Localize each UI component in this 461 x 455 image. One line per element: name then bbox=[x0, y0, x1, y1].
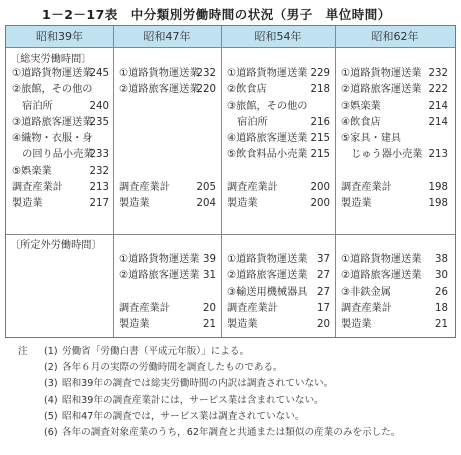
table-row bbox=[341, 285, 448, 301]
industry-name: 製造業 bbox=[12, 198, 43, 210]
footnote-number: (5) bbox=[44, 410, 58, 422]
table-row bbox=[12, 131, 109, 147]
hours-value: 26 bbox=[435, 286, 448, 298]
hours-value: 235 bbox=[89, 116, 109, 128]
table-row bbox=[227, 268, 330, 284]
industry-name: ①道路貨物運送業 bbox=[119, 254, 200, 265]
table-row bbox=[119, 196, 216, 212]
table-row bbox=[119, 131, 216, 147]
labor-hours-table bbox=[5, 25, 456, 338]
hours-value: 215 bbox=[310, 149, 330, 161]
industry-name: ④飲食店 bbox=[341, 116, 381, 128]
industry-name: ③道路旅客運送業 bbox=[12, 116, 93, 128]
hours-value: 218 bbox=[310, 84, 330, 96]
total-s54-column bbox=[227, 66, 330, 213]
industry-name: ②道路旅客運送業 bbox=[227, 270, 308, 282]
table-row bbox=[227, 82, 330, 98]
hours-value: 215 bbox=[310, 133, 330, 145]
hours-value: 200 bbox=[310, 182, 330, 194]
table-title: 1－2－17表 中分類別労働時間の状況（男子 単位時間） bbox=[42, 7, 391, 22]
table-row bbox=[341, 99, 448, 115]
industry-name: 製造業 bbox=[227, 319, 258, 331]
header-s39: 昭和39年 bbox=[6, 26, 113, 48]
non-scheduled-s54-column bbox=[227, 252, 330, 333]
hours-value: 245 bbox=[89, 68, 109, 79]
table-row bbox=[227, 252, 330, 268]
header-s62: 昭和62年 bbox=[335, 26, 455, 48]
total-s47-column bbox=[119, 66, 216, 213]
hours-value: 37 bbox=[317, 254, 330, 265]
table-row bbox=[227, 301, 330, 317]
table-row bbox=[227, 131, 330, 147]
hours-value: 31 bbox=[203, 270, 216, 282]
footnote-number: (4) bbox=[44, 394, 58, 406]
header-s47: 昭和47年 bbox=[113, 26, 221, 48]
hours-value: 30 bbox=[435, 270, 448, 282]
section-divider bbox=[6, 234, 455, 235]
table-row bbox=[341, 115, 448, 131]
footnote-number: (2) bbox=[44, 362, 58, 374]
hours-value: 213 bbox=[428, 149, 448, 161]
hours-value: 39 bbox=[203, 254, 216, 265]
hours-value: 233 bbox=[89, 149, 109, 161]
industry-name: ②道路旅客運送業 bbox=[341, 84, 422, 96]
industry-name: 製造業 bbox=[227, 198, 258, 210]
hours-value: 217 bbox=[89, 198, 109, 210]
hours-value: 214 bbox=[428, 100, 448, 112]
industry-name: ①道路貨物運送業 bbox=[119, 68, 200, 79]
table-row bbox=[341, 268, 448, 284]
industry-name: 宿泊所 bbox=[227, 116, 268, 128]
table-row bbox=[119, 82, 216, 98]
industry-name: 調査産業計 bbox=[341, 182, 392, 194]
industry-name: ③輸送用機械器具 bbox=[227, 286, 308, 298]
table-row bbox=[341, 131, 448, 147]
hours-value: 200 bbox=[310, 198, 330, 210]
table-row bbox=[12, 115, 109, 131]
table-row bbox=[341, 196, 448, 212]
hours-value: 198 bbox=[428, 198, 448, 210]
footnote-number: (3) bbox=[44, 378, 58, 390]
table-row bbox=[119, 301, 216, 317]
table-row bbox=[12, 180, 109, 196]
industry-name: ⑤飲食料品小売業 bbox=[227, 149, 308, 161]
table-row bbox=[227, 196, 330, 212]
table-row bbox=[12, 66, 109, 82]
footnote bbox=[18, 425, 458, 441]
hours-value: 20 bbox=[203, 302, 216, 314]
total-s39-column bbox=[12, 66, 109, 213]
industry-name: ⑤娯楽業 bbox=[12, 165, 52, 177]
table-row bbox=[227, 147, 330, 163]
table-row bbox=[119, 115, 216, 131]
non-scheduled-s47-column bbox=[119, 252, 216, 333]
table-row bbox=[341, 164, 448, 180]
footnote bbox=[18, 393, 458, 409]
table-row bbox=[227, 285, 330, 301]
hours-value: 204 bbox=[196, 198, 216, 210]
non-scheduled-s62-column bbox=[341, 252, 448, 333]
table-row bbox=[119, 317, 216, 333]
table-row bbox=[341, 147, 448, 163]
industry-name: 宿泊所 bbox=[12, 100, 53, 112]
column-divider bbox=[221, 26, 222, 337]
industry-name: 調査産業計 bbox=[341, 302, 392, 314]
industry-name: ②道路旅客運送業 bbox=[119, 84, 200, 96]
hours-value: 27 bbox=[317, 270, 330, 282]
footnote-text: 昭和39年の調査産業計には，サービス業は含まれていない。 bbox=[62, 394, 324, 406]
industry-name: ③娯楽業 bbox=[341, 100, 381, 112]
table-row bbox=[119, 268, 216, 284]
footnote-number: (1) bbox=[44, 346, 58, 357]
table-row bbox=[227, 164, 330, 180]
hours-value: 20 bbox=[317, 319, 330, 331]
table-row bbox=[227, 115, 330, 131]
industry-name: 製造業 bbox=[119, 198, 150, 210]
industry-name: ③旅館，その他の bbox=[227, 100, 308, 112]
footnote-text: 各年の調査対象産業のうち，62年調査と共通または類似の産業のみを示した。 bbox=[62, 426, 401, 438]
industry-name: 調査産業計 bbox=[227, 182, 278, 194]
industry-name: ②旅館，その他の bbox=[12, 84, 93, 96]
table-row bbox=[119, 99, 216, 115]
table-row bbox=[227, 317, 330, 333]
table-row bbox=[341, 66, 448, 82]
industry-name: 製造業 bbox=[341, 319, 372, 331]
table-row bbox=[341, 82, 448, 98]
hours-value: 232 bbox=[428, 68, 448, 79]
table-row bbox=[227, 99, 330, 115]
footnote bbox=[18, 344, 458, 360]
industry-name: 調査産業計 bbox=[12, 182, 63, 194]
table-row bbox=[341, 301, 448, 317]
table-row bbox=[12, 164, 109, 180]
industry-name: ①道路貨物運送業 bbox=[341, 254, 422, 265]
table-row bbox=[119, 147, 216, 163]
industry-name: 調査産業計 bbox=[227, 302, 278, 314]
table-row bbox=[12, 82, 109, 98]
hours-value: 205 bbox=[196, 182, 216, 194]
table-row bbox=[341, 317, 448, 333]
hours-value: 17 bbox=[317, 302, 330, 314]
industry-name: ①道路貨物運送業 bbox=[341, 68, 422, 79]
table-row bbox=[12, 147, 109, 163]
hours-value: 240 bbox=[89, 100, 109, 112]
hours-value: 232 bbox=[89, 165, 109, 177]
table-row bbox=[227, 66, 330, 82]
footnote bbox=[18, 360, 458, 376]
hours-value: 21 bbox=[203, 319, 216, 331]
industry-name: ②道路旅客運送業 bbox=[119, 270, 200, 282]
industry-name: じゅう器小売業 bbox=[341, 149, 423, 161]
table-row bbox=[12, 99, 109, 115]
hours-value: 232 bbox=[196, 68, 216, 79]
industry-name: 製造業 bbox=[119, 319, 150, 331]
table-row bbox=[341, 252, 448, 268]
industry-name: ④道路旅客運送業 bbox=[227, 133, 308, 145]
industry-name: 調査産業計 bbox=[119, 302, 170, 314]
table-row bbox=[119, 285, 216, 301]
table-row bbox=[119, 180, 216, 196]
hours-value: 27 bbox=[317, 286, 330, 298]
table-row bbox=[119, 66, 216, 82]
footnote-number: (6) bbox=[44, 426, 58, 438]
hours-value: 214 bbox=[428, 116, 448, 128]
hours-value: 18 bbox=[435, 302, 448, 314]
hours-value: 213 bbox=[89, 182, 109, 194]
footnote bbox=[18, 376, 458, 392]
industry-name: ②飲食店 bbox=[227, 84, 267, 96]
hours-value: 21 bbox=[435, 319, 448, 331]
hours-value: 222 bbox=[428, 84, 448, 96]
total-s62-column bbox=[341, 66, 448, 213]
industry-name: ④織物・衣服・身 bbox=[12, 133, 93, 145]
industry-name: ①道路貨物運送業 bbox=[227, 68, 308, 79]
table-row bbox=[119, 252, 216, 268]
table-row bbox=[12, 196, 109, 212]
industry-name: 調査産業計 bbox=[119, 182, 170, 194]
industry-name: ①道路貨物運送業 bbox=[12, 68, 93, 79]
column-divider bbox=[335, 26, 336, 337]
table-row bbox=[227, 180, 330, 196]
hours-value: 220 bbox=[196, 84, 216, 96]
industry-name: の回り品小売業 bbox=[12, 149, 94, 161]
section-label-non-scheduled: 〔所定外労働時間〕 bbox=[10, 240, 102, 251]
hours-value: 229 bbox=[310, 68, 330, 79]
industry-name: ②道路旅客運送業 bbox=[341, 270, 422, 282]
hours-value: 198 bbox=[428, 182, 448, 194]
footnotes bbox=[18, 344, 458, 441]
industry-name: ①道路貨物運送業 bbox=[227, 254, 308, 265]
header-s54: 昭和54年 bbox=[221, 26, 335, 48]
table-row bbox=[341, 180, 448, 196]
footnote-text: 労働省「労働白書（平成元年版）」による。 bbox=[62, 346, 250, 357]
footnote-label: 注 bbox=[18, 346, 28, 357]
footnote bbox=[18, 409, 458, 425]
footnote-text: 昭和39年の調査では総実労働時間の内訳は調査されていない。 bbox=[62, 378, 334, 390]
hours-value: 216 bbox=[310, 116, 330, 128]
table-row bbox=[119, 164, 216, 180]
industry-name: ⑤家具・建具 bbox=[341, 133, 402, 145]
footnote-text: 各年６月の実際の労働時間を調査したものである。 bbox=[62, 362, 283, 374]
hours-value: 38 bbox=[435, 254, 448, 265]
industry-name: ③非鉄金属 bbox=[341, 286, 391, 298]
industry-name: 製造業 bbox=[341, 198, 372, 210]
column-divider bbox=[113, 26, 114, 337]
section-label-total: 〔総実労働時間〕 bbox=[10, 54, 92, 65]
footnote-text: 昭和47年の調査では，サービス業は調査されていない。 bbox=[62, 410, 305, 422]
